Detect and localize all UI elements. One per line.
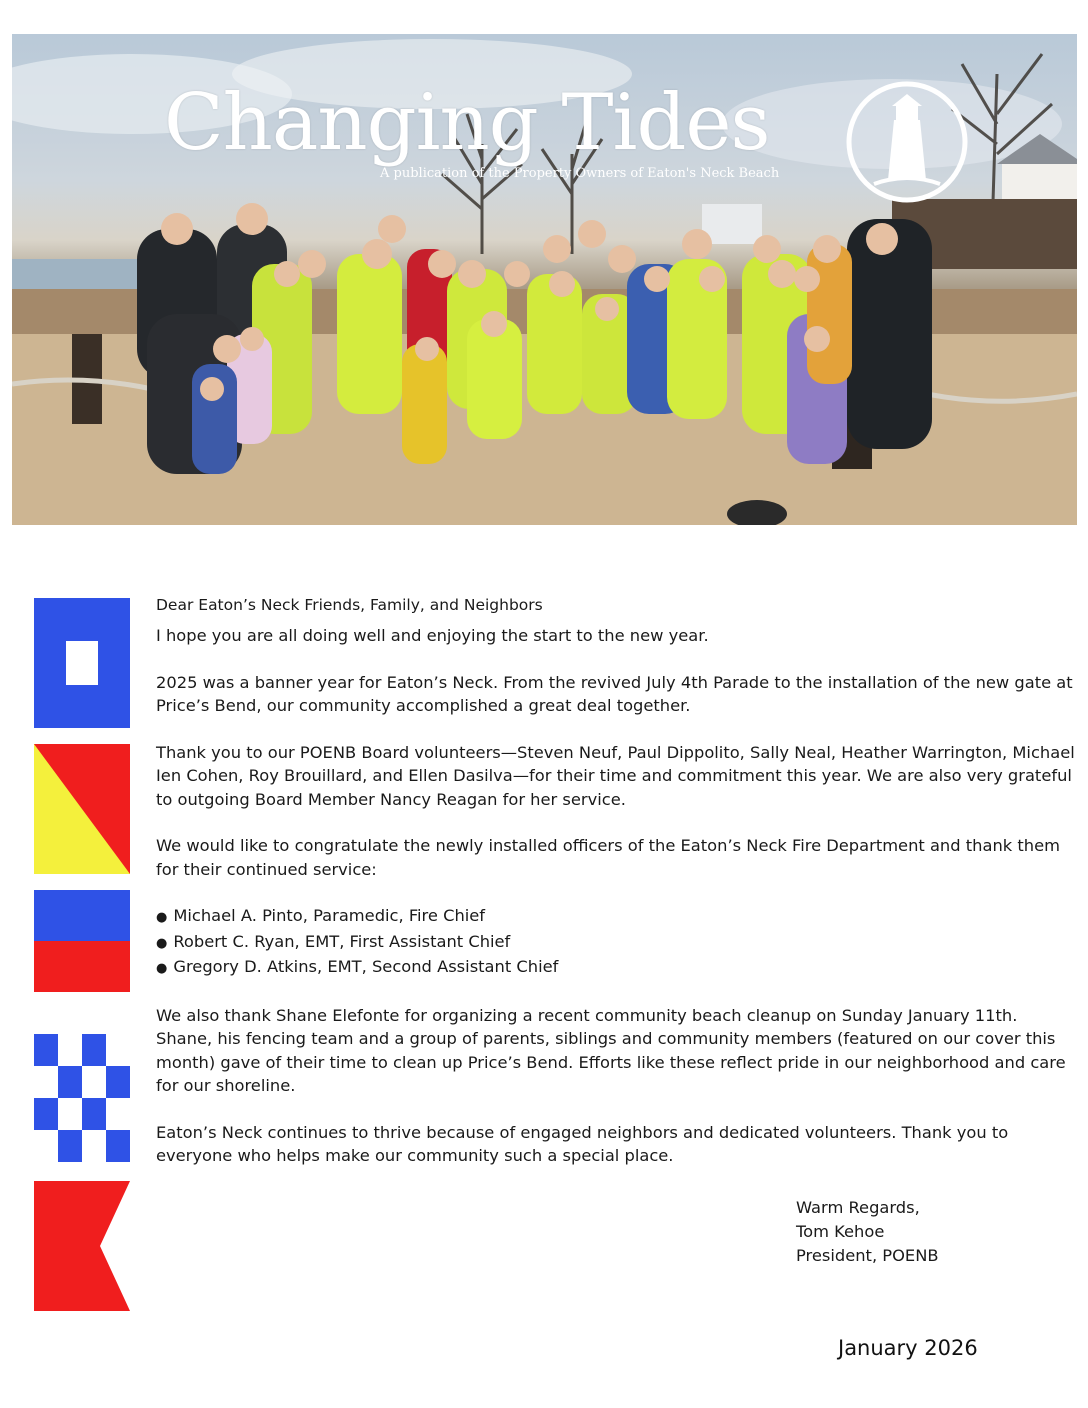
lighthouse-logo-icon	[834, 80, 980, 204]
closing: Warm Regards,	[796, 1198, 920, 1217]
signer-name: Tom Kehoe	[796, 1222, 885, 1241]
president-letter	[156, 596, 1076, 1191]
flag-blue-red-horizontal	[34, 890, 130, 992]
officer-item: ● Robert C. Ryan, EMT, First Assistant Chief	[156, 930, 1076, 956]
flag-blue-white-checker	[34, 1034, 130, 1162]
masthead-title: Changing Tides	[164, 78, 770, 168]
letter-paragraph: We also thank Shane Elefonte for organizing a recent community beach cleanup on Sunday January 11th. Shane, his fencing team and a group of parents, siblings and community members (featured on our cover this month) gave of their time to clean up Price’s Bend. Efforts like these reflect pride in our neighborhood and care for our shoreline.	[156, 1005, 1066, 1095]
officer-item: ● Gregory D. Atkins, EMT, Second Assistant Chief	[156, 955, 1076, 981]
letter-paragraph: Eaton’s Neck continues to thrive because of engaged neighbors and dedicated volunteers. Thank you to everyone who helps make our community such a special place.	[156, 1122, 1009, 1165]
letter-paragraph: I hope you are all doing well and enjoying the start to the new year.	[156, 626, 709, 645]
officers-list	[156, 904, 1076, 981]
signer-title: President, POENB	[796, 1246, 939, 1265]
letter-paragraph: Thank you to our POENB Board volunteers—Steven Neuf, Paul Dippolito, Sally Neal, Heather Warrington, Michael Ien Cohen, Roy Brouillard, and Ellen Dasilva—for their time and commitment this year. We are also very grateful to outgoing Board Member Nancy Reagan for her service.	[156, 742, 1075, 809]
flag-blue-white-square	[34, 598, 130, 728]
letter-salutation: Dear Eaton’s Neck Friends, Family, and Neighbors	[156, 596, 543, 614]
letter-paragraph: 2025 was a banner year for Eaton’s Neck. From the revived July 4th Parade to the installation of the new gate at Price’s Bend, our community accomplished a great deal together.	[156, 672, 1073, 715]
masthead-subtitle: A publication of the Property Owners of Eaton's Neck Beach	[380, 166, 780, 181]
flag-red-swallowtail	[34, 1181, 130, 1311]
issue-date: January 2026	[838, 1336, 978, 1360]
officer-item: ● Michael A. Pinto, Paramedic, Fire Chief	[156, 904, 1076, 930]
cover-photo	[12, 34, 1077, 525]
flag-yellow-red-diagonal	[34, 744, 130, 874]
letter-signoff	[796, 1196, 939, 1268]
letter-paragraph: We would like to congratulate the newly installed officers of the Eaton’s Neck Fire Department and thank them for their continued service:	[156, 836, 1060, 879]
